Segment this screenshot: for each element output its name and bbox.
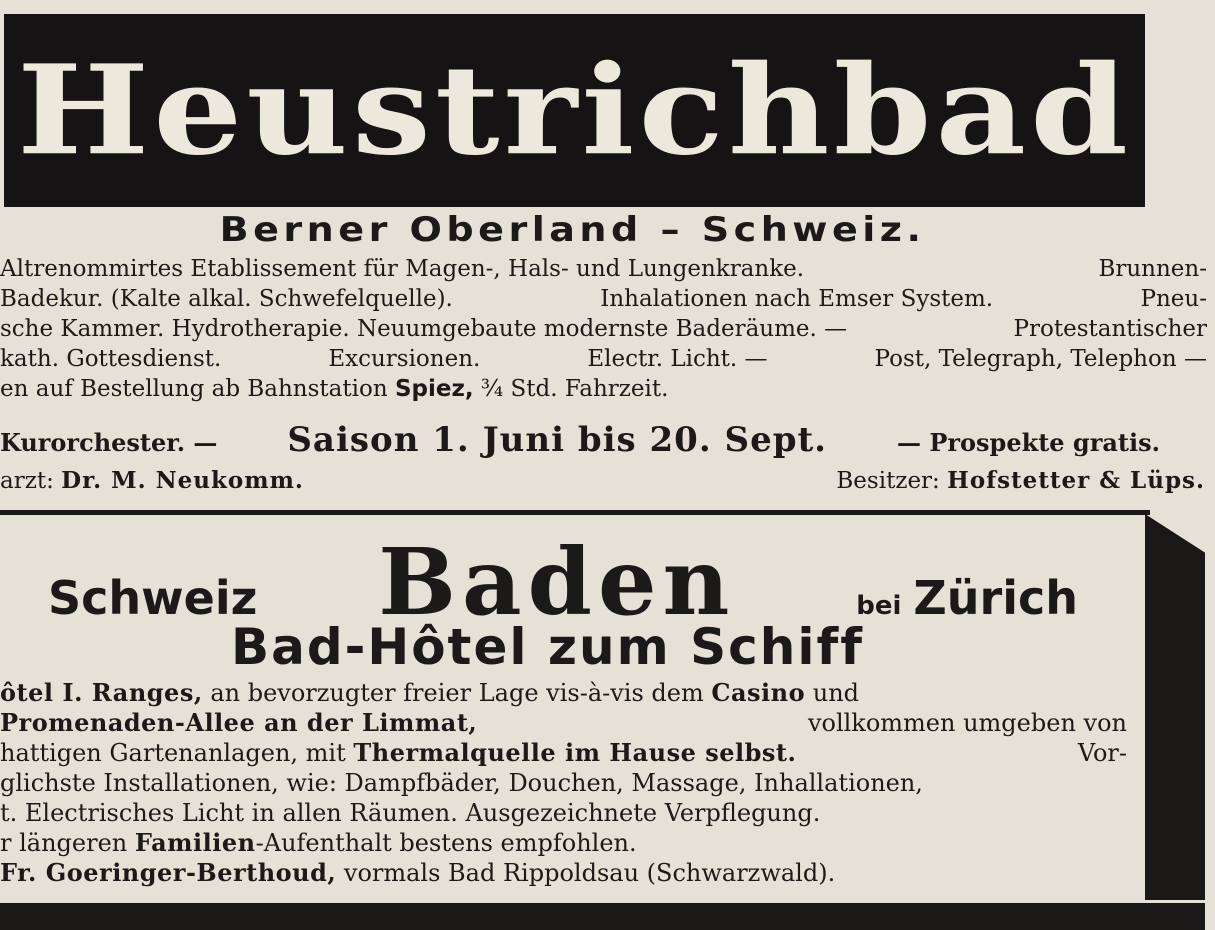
baden-heading bbox=[48, 528, 1078, 636]
text-line: Fr. Goeringer-Berthoud, vormals Bad Rippoldsau (Schwarzwald). bbox=[0, 858, 836, 887]
heustrichbad-body bbox=[0, 254, 1215, 404]
text-line: hattigen Gartenanlagen, mit Thermalquelle im Hause selbst. Vor- bbox=[0, 738, 1127, 767]
text-line: sche Kammer. Hydrotherapie. Neuumgebaute modernste Baderäume. — Protestantischer bbox=[0, 316, 1207, 342]
banner-title: Heustrichbad bbox=[16, 38, 1133, 183]
baden-body bbox=[0, 678, 1135, 888]
text-line: r längeren Familien-Aufenthalt bestens empfohlen. bbox=[0, 828, 637, 857]
proprietor: Fr. Goeringer-Berthoud, bbox=[0, 858, 337, 887]
ad-border-shadow bbox=[1145, 514, 1205, 900]
hotel-name: Bad-Hôtel zum Schiff bbox=[230, 618, 865, 676]
text-line: Badekur. (Kalte alkal. Schwefelquelle). Inhalationen nach Emser System. Pneu- bbox=[0, 286, 1207, 312]
season-dates: Saison 1. Juni bis 20. Sept. bbox=[287, 420, 828, 460]
text-line: en auf Bestellung ab Bahnstation Spiez, ¾ Std. Fahrzeit. bbox=[0, 376, 669, 402]
ad-border-bottom bbox=[0, 903, 1205, 930]
station-name: Spiez, bbox=[394, 376, 474, 402]
orchestra-note: Kurorchester. — bbox=[0, 428, 218, 457]
region-heading: Berner Oberland – Schweiz. bbox=[219, 210, 926, 250]
text-line: glichste Installationen, wie: Dampfbäder, Douchen, Massage, Inhallationen, bbox=[0, 769, 923, 797]
doctor: arzt: Dr. M. Neukomm. bbox=[0, 467, 304, 494]
owner: Besitzer: Hofstetter & Lüps. bbox=[836, 467, 1205, 494]
ad-border-top bbox=[0, 510, 1150, 515]
text-line: t. Electrisches Licht in allen Räumen. Ausgezeichnete Verpflegung. bbox=[0, 799, 821, 827]
heustrichbad-banner bbox=[4, 14, 1145, 207]
text-line: kath. Gottesdienst. Excursionen. Electr. Licht. — Post, Telegraph, Telephon — bbox=[0, 346, 1207, 372]
text-line: ôtel I. Ranges, an bevorzugter freier Lage vis-à-vis dem Casino und bbox=[0, 678, 860, 707]
town: Baden bbox=[378, 528, 736, 636]
text-line: Altrenommirtes Etablissement für Magen-, Hals- und Lungenkranke. Brunnen- bbox=[0, 256, 1207, 282]
location: bei Zürich bbox=[856, 571, 1078, 625]
country: Schweiz bbox=[48, 571, 258, 625]
text-line: Promenaden-Allee an der Limmat, vollkommen umgeben von bbox=[0, 708, 1127, 737]
owner-row bbox=[0, 467, 1205, 501]
prospects-note: — Prospekte gratis. bbox=[896, 428, 1160, 457]
season-row bbox=[0, 420, 1160, 466]
